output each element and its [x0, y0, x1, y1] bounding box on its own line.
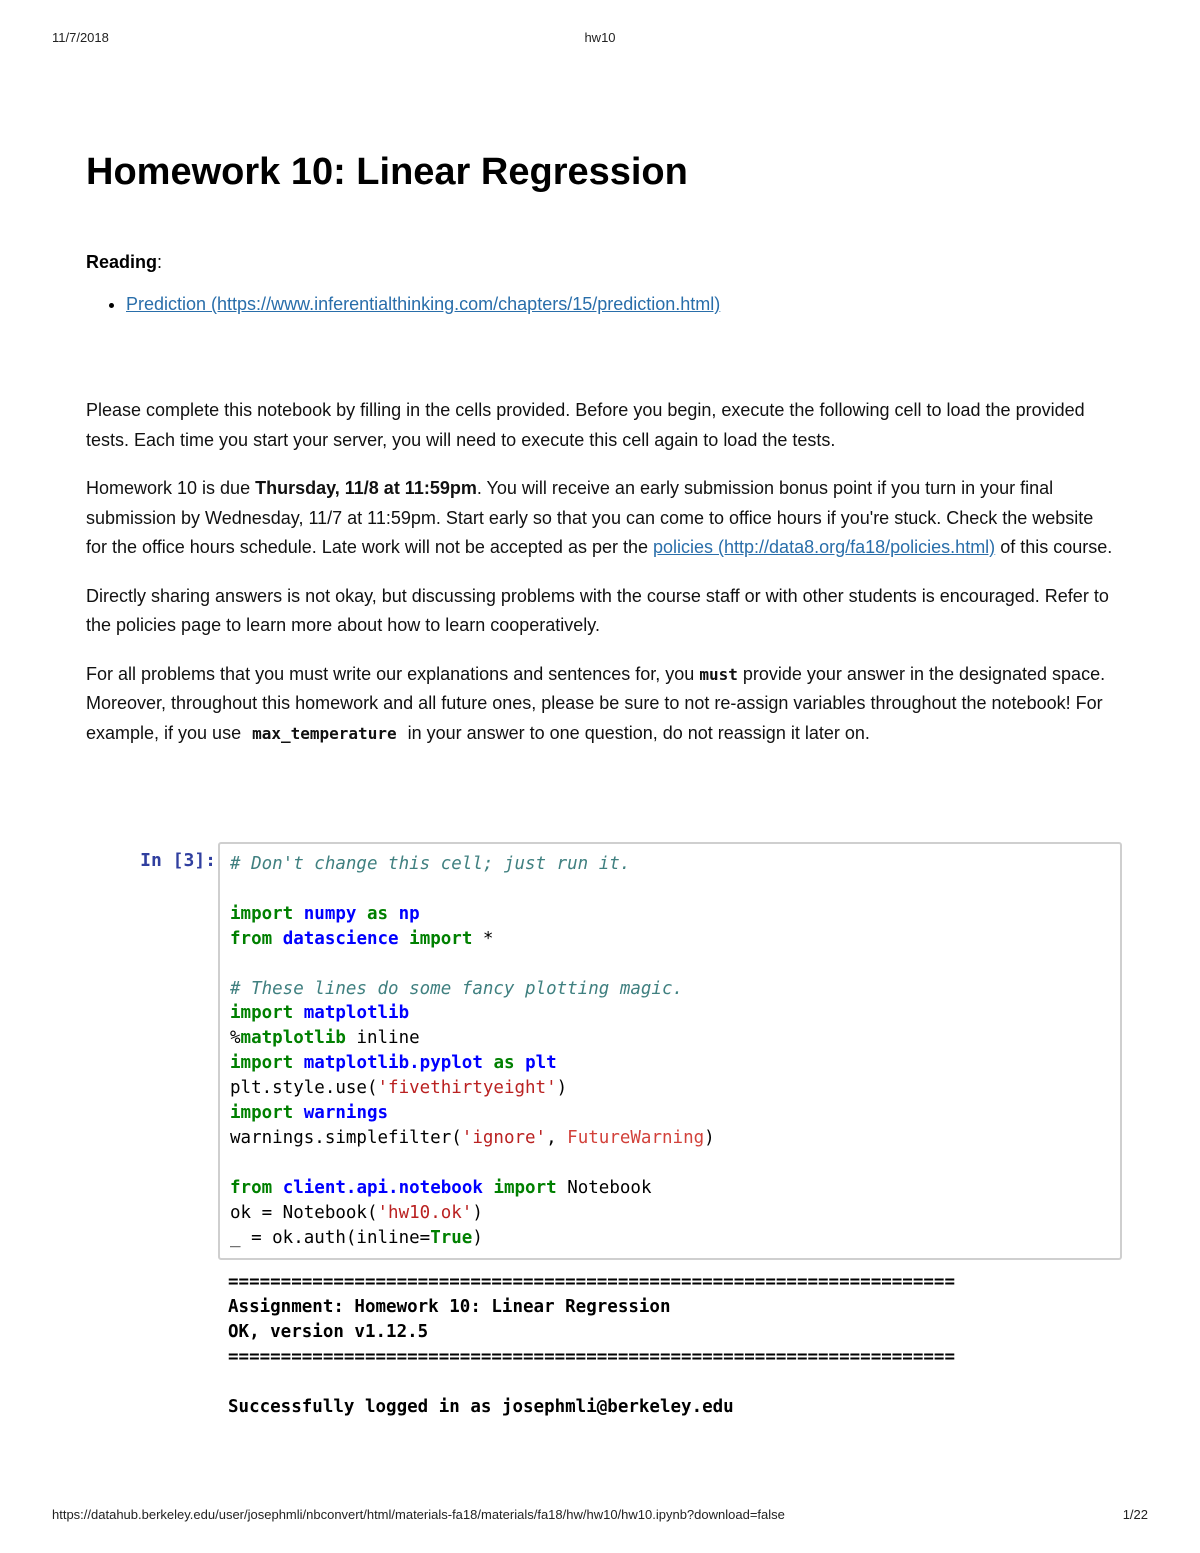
- code-module: datascience: [282, 928, 399, 949]
- code-magic: matplotlib: [240, 1028, 346, 1049]
- code-keyword: import: [409, 928, 473, 949]
- variable-name: max_temperature: [252, 723, 397, 743]
- code-text: ): [556, 1078, 568, 1099]
- code-keyword: import: [230, 1103, 294, 1124]
- output-text: [228, 1270, 1128, 1420]
- code-keyword: from: [230, 1177, 273, 1198]
- due-middle: . You will receive an early submission bonus point if you turn in your final submission by Wednesday, 11/7 at 11:59pm. Start early so that you can come to office hours if you're stuck. Check the website for the office hours schedule. Late work will not be accepted as per the: [86, 478, 1094, 557]
- code-comment: # These lines do some fancy plotting magic.: [230, 978, 684, 999]
- code-text: ): [704, 1127, 715, 1148]
- output-assignment: Assignment: Homework 10: Linear Regression: [228, 1297, 671, 1317]
- explanations-paragraph: [86, 660, 1116, 749]
- due-paragraph: [86, 474, 1116, 563]
- code-keyword: True: [430, 1227, 473, 1248]
- code-text: inline: [345, 1028, 420, 1049]
- code-text: ): [472, 1227, 483, 1248]
- code-keyword: as: [367, 903, 389, 924]
- code-text: _ = ok.auth(inline=: [230, 1227, 431, 1248]
- print-url: https://datahub.berkeley.edu/user/josephmli/nbconvert/html/materials-fa18/materials/fa18/hw/hw10/hw10.ipynb?download=false: [52, 1507, 785, 1522]
- print-title: hw10: [584, 30, 616, 45]
- code-text: ,: [546, 1127, 568, 1148]
- code-module: matplotlib: [303, 1003, 410, 1024]
- code-comment: # Don't change this cell; just run it.: [230, 854, 631, 874]
- page-title: Homework 10: Linear Regression: [86, 151, 688, 193]
- code-keyword: as: [493, 1053, 515, 1074]
- prediction-link[interactable]: Prediction (https://www.inferentialthinking.com/chapters/15/prediction.html): [126, 294, 721, 314]
- code-text: ): [472, 1202, 483, 1223]
- code-exception: FutureWarning: [567, 1127, 705, 1148]
- intro-paragraph: Please complete this notebook by filling in the cells provided. Before you begin, execute the following cell to load the provided tests. Each time you start your server, you will need to execute this cell again to load the tests.: [86, 400, 1085, 450]
- code-string: 'ignore': [461, 1127, 547, 1148]
- code-magic-prefix: %: [230, 1028, 241, 1049]
- code-editor[interactable]: [218, 842, 1122, 1260]
- cell-prompt: In [3]:: [140, 850, 216, 871]
- reading-list-item: [126, 291, 1116, 317]
- explain-prefix: For all problems that you must write our explanations and sentences for, you: [86, 663, 700, 684]
- sharing-paragraph: Directly sharing answers is not okay, but discussing problems with the course staff or with other students is encouraged. Refer to the policies page to learn more about how to learn cooperatively.: [86, 585, 1109, 635]
- notebook-content: [86, 146, 1116, 767]
- must-keyword: must: [699, 664, 738, 684]
- code-text: warnings.simplefilter(: [230, 1127, 462, 1148]
- explain-suffix: in your answer to one question, do not reassign it later on.: [402, 722, 870, 743]
- code-text: plt.style.use(: [230, 1078, 378, 1099]
- output-rule: =====================================================================: [228, 1272, 955, 1292]
- explain-middle: provide your answer in the designated space. Moreover, throughout this homework and all future ones, please be sure to not re-assign variables throughout the notebook! For example, if you use: [86, 663, 1106, 743]
- code-keyword: import: [230, 903, 294, 924]
- code-module: matplotlib.pyplot: [303, 1053, 483, 1074]
- code-keyword: import: [230, 1003, 294, 1024]
- reading-label: Reading: [86, 252, 158, 272]
- reading-heading: [86, 252, 1116, 273]
- due-suffix: of this course.: [995, 537, 1113, 557]
- code-text: ok = Notebook(: [230, 1202, 378, 1223]
- code-module: numpy: [303, 903, 357, 924]
- code-keyword: import: [493, 1177, 557, 1198]
- policies-link[interactable]: policies (http://data8.org/fa18/policies.html): [653, 537, 996, 557]
- code-module: warnings: [303, 1103, 389, 1124]
- code-string: 'fivethirtyeight': [377, 1078, 557, 1099]
- code-string: 'hw10.ok': [377, 1202, 473, 1223]
- code-block: [220, 844, 1120, 1259]
- code-keyword: from: [230, 928, 273, 949]
- output-rule: =====================================================================: [228, 1347, 955, 1367]
- code-text: Notebook: [556, 1177, 652, 1198]
- reading-list: [86, 291, 1116, 317]
- output-version: OK, version v1.12.5: [228, 1322, 429, 1342]
- reading-colon: :: [157, 252, 163, 272]
- code-module: np: [398, 903, 420, 924]
- cell-output: [228, 1270, 1128, 1420]
- print-date: 11/7/2018: [52, 30, 109, 45]
- code-star: *: [472, 928, 494, 949]
- due-prefix: Homework 10 is due: [86, 478, 256, 498]
- code-keyword: import: [230, 1053, 294, 1074]
- page-number: 1/22: [1122, 1507, 1148, 1522]
- code-module: client.api.notebook: [282, 1177, 483, 1198]
- code-module: plt: [525, 1053, 557, 1074]
- due-date: Thursday, 11/8 at 11:59pm: [255, 478, 477, 498]
- output-login: Successfully logged in as josephmli@berkeley.edu: [228, 1397, 734, 1417]
